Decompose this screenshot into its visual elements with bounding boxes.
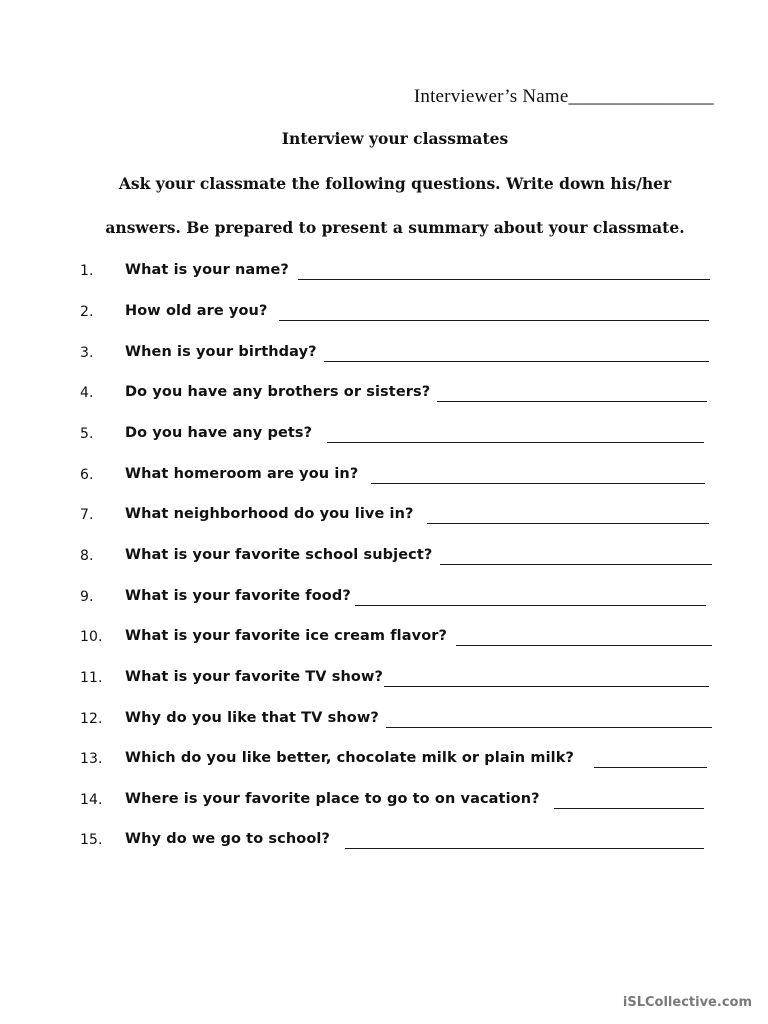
question-number: 9. [80,589,94,605]
question-text: What is your favorite food? [125,588,351,604]
question-number: 12. [80,711,103,727]
question-text: Why do we go to school? [125,831,330,847]
question-text: How old are you? [125,303,268,319]
answer-line[interactable] [456,645,712,646]
answer-line[interactable] [554,808,704,809]
answer-line[interactable] [324,361,709,362]
answer-line[interactable] [594,767,707,768]
question-item [0,343,768,365]
question-text: Do you have any brothers or sisters? [125,384,431,400]
question-text: Where is your favorite place to go to on vacation? [125,791,540,807]
question-number: 14. [80,792,103,808]
instructions-line-2: answers. Be prepared to present a summary about your classmate. [105,218,685,237]
answer-line[interactable] [279,320,709,321]
question-item [0,830,768,852]
answer-line[interactable] [386,727,712,728]
question-item [0,627,768,649]
question-number: 10. [80,629,103,645]
answer-line[interactable] [327,442,704,443]
answer-line[interactable] [384,686,709,687]
question-number: 7. [80,507,94,523]
answer-line[interactable] [440,564,712,565]
question-item [0,587,768,609]
question-number: 8. [80,548,94,564]
question-item [0,709,768,731]
question-text: Why do you like that TV show? [125,710,379,726]
question-text: What homeroom are you in? [125,466,359,482]
question-item [0,505,768,527]
question-text: Do you have any pets? [125,425,313,441]
answer-line[interactable] [437,401,707,402]
question-item [0,424,768,446]
interviewer-name-field [414,86,714,108]
interviewer-name-blank[interactable]: _______________ [568,86,714,107]
question-text: What neighborhood do you live in? [125,506,414,522]
question-item [0,749,768,771]
question-number: 2. [80,304,94,320]
question-text: Which do you like better, chocolate milk or plain milk? [125,750,574,766]
answer-line[interactable] [371,483,705,484]
answer-line[interactable] [298,279,710,280]
answer-line[interactable] [355,605,706,606]
question-item [0,383,768,405]
instructions-line-1: Ask your classmate the following questions. Write down his/her [118,174,672,193]
interviewer-name-label: Interviewer’s Name [413,86,569,107]
answer-line[interactable] [345,848,704,849]
question-item [0,302,768,324]
question-number: 13. [80,751,103,767]
question-text: What is your favorite TV show? [125,669,383,685]
question-text: What is your name? [125,262,289,278]
question-number: 1. [80,263,94,279]
question-text: What is your favorite ice cream flavor? [125,628,448,644]
question-item [0,790,768,812]
question-number: 11. [80,670,103,686]
answer-line[interactable] [427,523,709,524]
question-number: 15. [80,832,103,848]
question-item [0,668,768,690]
question-number: 4. [80,385,94,401]
question-text: When is your birthday? [125,344,317,360]
question-number: 5. [80,426,94,442]
question-number: 3. [80,345,94,361]
question-item [0,465,768,487]
question-number: 6. [80,467,94,483]
watermark: iSLCollective.com [622,995,752,1010]
question-item [0,546,768,568]
worksheet-title: Interview your classmates [281,129,509,148]
question-text: What is your favorite school subject? [125,547,433,563]
question-item [0,261,768,283]
